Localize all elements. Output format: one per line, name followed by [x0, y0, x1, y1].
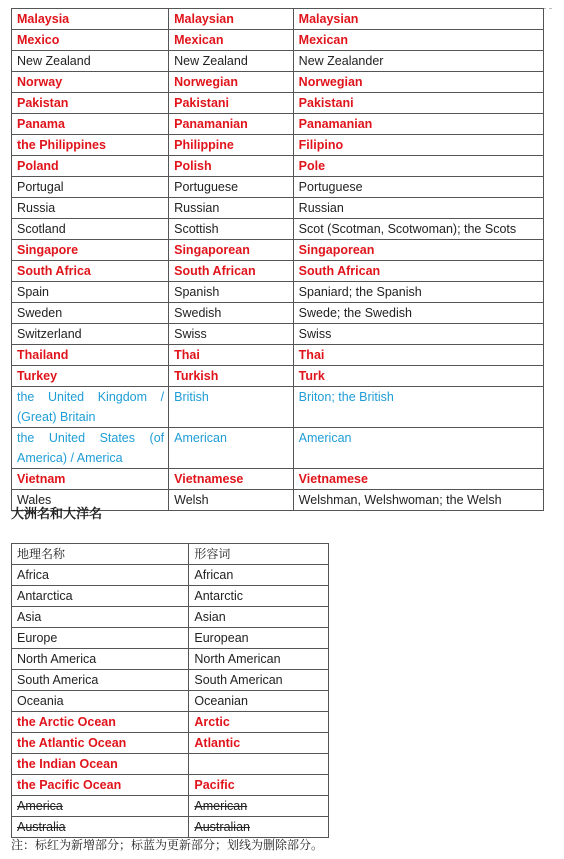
continent-row	[12, 796, 329, 817]
adjective-cell: British	[169, 387, 294, 428]
adjective-cell: Polish	[169, 156, 294, 177]
nationality-row	[12, 114, 544, 135]
adjective-cell: Philippine	[169, 135, 294, 156]
person-cell: South African	[293, 261, 543, 282]
country-cell: Panama	[12, 114, 169, 135]
continent-adjective-cell	[189, 754, 329, 775]
continent-adjective-cell: African	[189, 565, 329, 586]
continent-row	[12, 670, 329, 691]
adjective-cell: American	[169, 428, 294, 469]
country-cell: the Philippines	[12, 135, 169, 156]
continent-name-cell: Africa	[12, 565, 189, 586]
person-cell: Spaniard; the Spanish	[293, 282, 543, 303]
adjective-cell: Spanish	[169, 282, 294, 303]
nationality-row	[12, 282, 544, 303]
continent-row	[12, 775, 329, 796]
country-cell: Portugal	[12, 177, 169, 198]
adjective-cell: Singaporean	[169, 240, 294, 261]
nationality-row	[12, 156, 544, 177]
continent-name-cell: North America	[12, 649, 189, 670]
adjective-cell: New Zealand	[169, 51, 294, 72]
continent-adjective-cell: Antarctic	[189, 586, 329, 607]
continent-adjective-cell: South American	[189, 670, 329, 691]
adjective-cell: Swedish	[169, 303, 294, 324]
person-cell: Swede; the Swedish	[293, 303, 543, 324]
nationalities-table	[11, 8, 544, 511]
country-cell: Switzerland	[12, 324, 169, 345]
nationality-row	[12, 219, 544, 240]
continent-adjective-cell: American	[189, 796, 329, 817]
continent-name-cell: America	[12, 796, 189, 817]
person-cell: Vietnamese	[293, 469, 543, 490]
continent-adjective-cell: Atlantic	[189, 733, 329, 754]
adjective-cell: Vietnamese	[169, 469, 294, 490]
nationality-row	[12, 345, 544, 366]
continent-adjective-cell: North American	[189, 649, 329, 670]
adjective-cell: Portuguese	[169, 177, 294, 198]
continent-name-cell: the Pacific Ocean	[12, 775, 189, 796]
nationality-row	[12, 324, 544, 345]
header-name: 地理名称	[12, 544, 189, 565]
continents-table	[11, 543, 329, 838]
person-cell: Swiss	[293, 324, 543, 345]
adjective-cell: Thai	[169, 345, 294, 366]
person-cell: New Zealander	[293, 51, 543, 72]
continent-adjective-cell: Australian	[189, 817, 329, 838]
adjective-cell: Welsh	[169, 490, 294, 511]
adjective-cell: Mexican	[169, 30, 294, 51]
person-cell: Briton; the British	[293, 387, 543, 428]
continent-row	[12, 754, 329, 775]
person-cell: Welshman, Welshwoman; the Welsh	[293, 490, 543, 511]
page-edge-marker	[543, 8, 552, 9]
person-cell: Malaysian	[293, 9, 543, 30]
country-cell: Vietnam	[12, 469, 169, 490]
adjective-cell: Russian	[169, 198, 294, 219]
continent-row	[12, 586, 329, 607]
footnote: 注：标红为新增部分；标蓝为更新部分；划线为删除部分。	[11, 838, 324, 852]
adjective-cell: South African	[169, 261, 294, 282]
continent-row	[12, 817, 329, 838]
nationality-row	[12, 469, 544, 490]
country-cell: Russia	[12, 198, 169, 219]
adjective-cell: Pakistani	[169, 93, 294, 114]
person-cell: Filipino	[293, 135, 543, 156]
person-cell: Singaporean	[293, 240, 543, 261]
person-cell: Turk	[293, 366, 543, 387]
nationality-row	[12, 51, 544, 72]
continent-name-cell: Asia	[12, 607, 189, 628]
continent-row	[12, 607, 329, 628]
continent-name-cell: Europe	[12, 628, 189, 649]
continent-name-cell: Antarctica	[12, 586, 189, 607]
adjective-cell: Panamanian	[169, 114, 294, 135]
continent-row	[12, 733, 329, 754]
continent-adjective-cell: Pacific	[189, 775, 329, 796]
country-cell: Pakistan	[12, 93, 169, 114]
country-cell: Scotland	[12, 219, 169, 240]
continent-name-cell: the Arctic Ocean	[12, 712, 189, 733]
country-cell: South Africa	[12, 261, 169, 282]
continent-name-cell: South America	[12, 670, 189, 691]
nationality-row	[12, 9, 544, 30]
nationality-row	[12, 135, 544, 156]
country-cell: Turkey	[12, 366, 169, 387]
continent-adjective-cell: Arctic	[189, 712, 329, 733]
nationality-row	[12, 366, 544, 387]
country-cell: Poland	[12, 156, 169, 177]
continent-row	[12, 628, 329, 649]
continent-adjective-cell: European	[189, 628, 329, 649]
nationality-row	[12, 30, 544, 51]
nationality-row	[12, 93, 544, 114]
continent-row	[12, 649, 329, 670]
nationality-row	[12, 177, 544, 198]
nationality-row	[12, 261, 544, 282]
person-cell: Mexican	[293, 30, 543, 51]
country-cell: New Zealand	[12, 51, 169, 72]
person-cell: Portuguese	[293, 177, 543, 198]
country-cell: Norway	[12, 72, 169, 93]
adjective-cell: Malaysian	[169, 9, 294, 30]
header-adjective: 形容词	[189, 544, 329, 565]
person-cell: Pakistani	[293, 93, 543, 114]
nationality-row	[12, 428, 544, 469]
nationality-row	[12, 72, 544, 93]
section-title-continents: 大洲名和大洋名	[11, 507, 103, 522]
person-cell: Scot (Scotman, Scotwoman); the Scots	[293, 219, 543, 240]
continent-name-cell: the Indian Ocean	[12, 754, 189, 775]
country-cell: Wales	[12, 490, 169, 511]
continents-header-row	[12, 544, 329, 565]
person-cell: Panamanian	[293, 114, 543, 135]
nationality-row	[12, 240, 544, 261]
continent-row	[12, 565, 329, 586]
person-cell: American	[293, 428, 543, 469]
continent-adjective-cell: Oceanian	[189, 691, 329, 712]
person-cell: Russian	[293, 198, 543, 219]
adjective-cell: Norwegian	[169, 72, 294, 93]
adjective-cell: Scottish	[169, 219, 294, 240]
country-cell: Singapore	[12, 240, 169, 261]
country-cell: Malaysia	[12, 9, 169, 30]
adjective-cell: Swiss	[169, 324, 294, 345]
nationality-row	[12, 387, 544, 428]
country-cell: Thailand	[12, 345, 169, 366]
continent-adjective-cell: Asian	[189, 607, 329, 628]
adjective-cell: Turkish	[169, 366, 294, 387]
continent-row	[12, 691, 329, 712]
nationality-row	[12, 198, 544, 219]
country-cell: Sweden	[12, 303, 169, 324]
continent-name-cell: the Atlantic Ocean	[12, 733, 189, 754]
person-cell: Thai	[293, 345, 543, 366]
person-cell: Norwegian	[293, 72, 543, 93]
nationality-row	[12, 303, 544, 324]
continent-name-cell: Oceania	[12, 691, 189, 712]
country-cell: Spain	[12, 282, 169, 303]
person-cell: Pole	[293, 156, 543, 177]
country-cell: the United States (of America) / America	[12, 428, 169, 469]
country-cell: the United Kingdom / (Great) Britain	[12, 387, 169, 428]
country-cell: Mexico	[12, 30, 169, 51]
continent-name-cell: Australia	[12, 817, 189, 838]
continent-row	[12, 712, 329, 733]
